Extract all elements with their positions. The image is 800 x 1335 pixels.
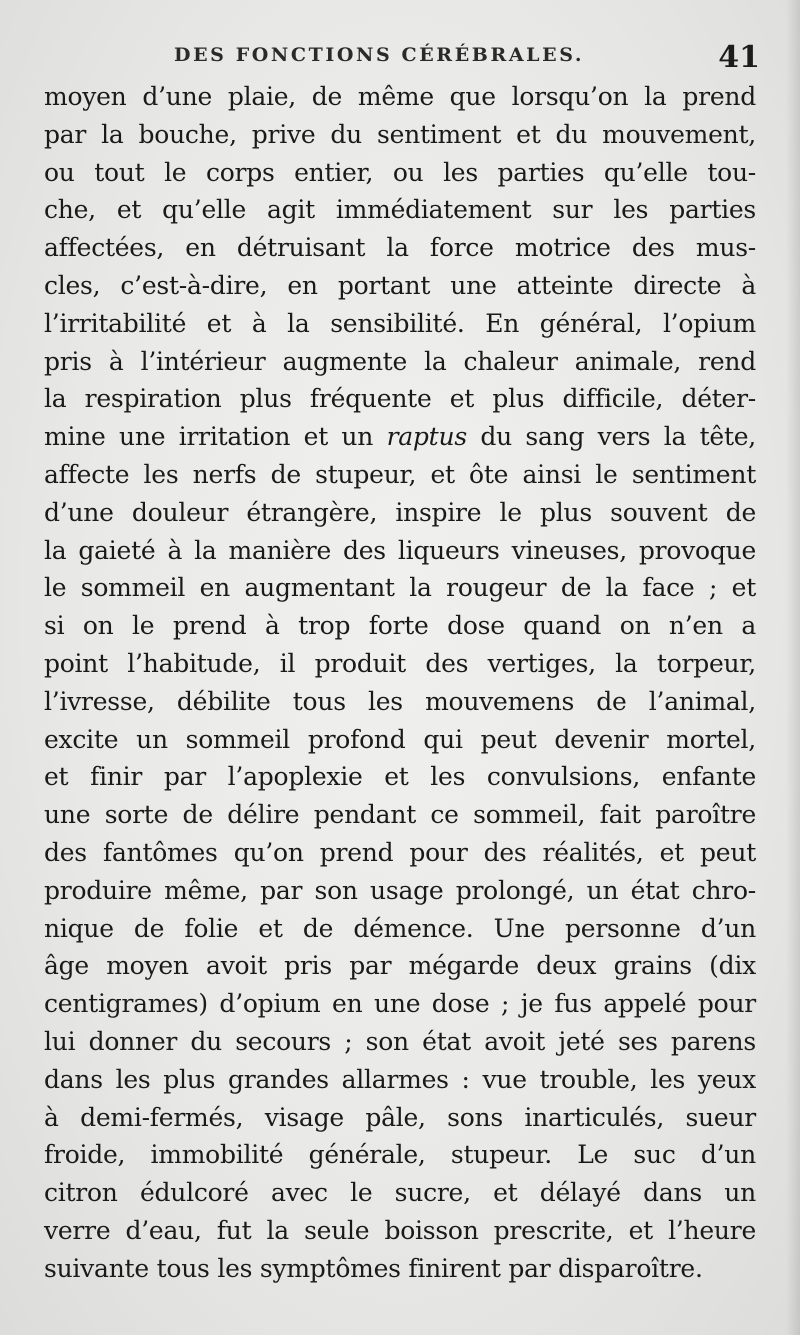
text-line: la respiration plus fréquente et plus difficile, déter- [44, 384, 756, 414]
text-line: une sorte de délire pendant ce sommeil, fait paroître [44, 800, 756, 830]
text-segment: du sang vers la tête, [480, 422, 756, 452]
text-line: citron édulcoré avec le sucre, et délayé dans un [44, 1178, 756, 1208]
text-line: l’ivresse, débilite tous les mouvemens de l’animal, [44, 686, 756, 716]
text-line: nique de folie et de démence. Une personne d’un [44, 913, 756, 943]
text-line: âge moyen avoit pris par mégarde deux grains (dix [44, 951, 756, 981]
text-line: produire même, par son usage prolongé, un état chro- [44, 875, 756, 905]
text-line: moyen d’une plaie, de même que lorsqu’on la prend [44, 82, 756, 111]
text-line: des fantômes qu’on prend pour des réalités, et peut [44, 837, 756, 867]
text-line: cles, c’est-à-dire, en portant une atteinte directe à [44, 270, 756, 300]
text-line: excite un sommeil profond qui peut devenir mortel, [44, 724, 756, 754]
page-edge-shadow [786, 0, 800, 1335]
text-line: ou tout le corps entier, ou les parties qu’elle tou- [44, 157, 756, 187]
text-segment: mine une irritation et un [44, 422, 374, 452]
text-line: verre d’eau, fut la seule boisson prescrite, et l’heure [44, 1215, 756, 1245]
italic-word: raptus [386, 422, 467, 452]
body-text [44, 78, 756, 1288]
text-line: dans les plus grandes allarmes : vue trouble, les yeux [44, 1064, 756, 1094]
text-line: à demi-fermés, visage pâle, sons inarticulés, sueur [44, 1102, 756, 1132]
text-line: froide, immobilité générale, stupeur. Le suc d’un [44, 1140, 756, 1170]
text-line: lui donner du secours ; son état avoit jeté ses parens [44, 1026, 756, 1056]
text-line: par la bouche, prive du sentiment et du mouvement, [44, 119, 756, 149]
page-header [0, 40, 800, 80]
text-line: suivante tous les symptômes finirent par disparoître. [44, 1253, 703, 1283]
text-line: et finir par l’apoplexie et les convulsions, enfante [44, 762, 756, 792]
text-line: la gaieté à la manière des liqueurs vineuses, provoque [44, 535, 756, 565]
text-line: affectées, en détruisant la force motrice des mus- [44, 233, 756, 263]
text-line: le sommeil en augmentant la rougeur de la face ; et [44, 573, 756, 603]
text-line-with-italic [44, 418, 756, 456]
text-line: centigrames) d’opium en une dose ; je fus appelé pour [44, 989, 756, 1019]
text-line: affecte les nerfs de stupeur, et ôte ainsi le sentiment [44, 459, 756, 489]
text-line: che, et qu’elle agit immédiatement sur les parties [44, 195, 756, 225]
text-line: l’irritabilité et à la sensibilité. En général, l’opium [44, 308, 756, 338]
page-number: 41 [718, 40, 760, 75]
text-line: point l’habitude, il produit des vertiges, la torpeur, [44, 648, 756, 678]
text-line: si on le prend à trop forte dose quand on n’en a [44, 611, 756, 641]
text-line: d’une douleur étrangère, inspire le plus souvent de [44, 497, 756, 527]
running-head: DES FONCTIONS CÉRÉBRALES. [174, 44, 585, 66]
text-line: pris à l’intérieur augmente la chaleur animale, rend [44, 346, 756, 376]
